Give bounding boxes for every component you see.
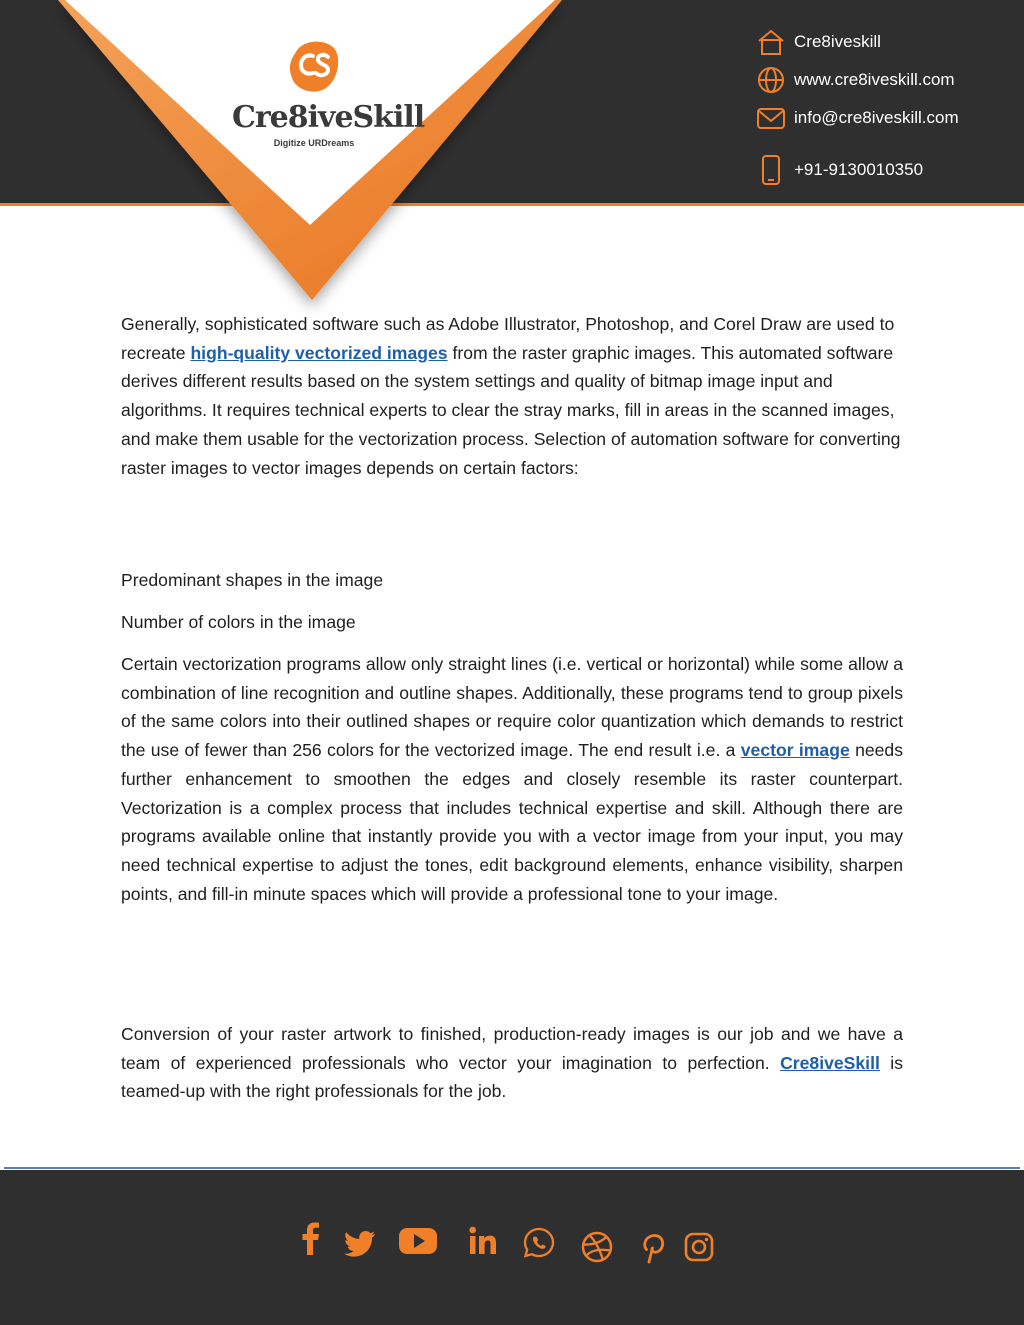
brand-logo-icon (288, 38, 340, 94)
dribbble-icon[interactable] (580, 1230, 614, 1264)
contact-website-link[interactable]: www.cre8iveskill.com (794, 70, 955, 89)
factor-item-colors: Number of colors in the image (121, 612, 356, 632)
twitter-icon[interactable] (344, 1226, 378, 1260)
brand-tagline: Digitize URDreams (273, 138, 355, 148)
closing-text-end: is teamed-up with the right professionals for the job. (121, 1052, 904, 1102)
cre8iveskill-link[interactable]: Cre8iveSkill (780, 1052, 880, 1073)
contact-website[interactable] (756, 64, 955, 96)
factor-item-shapes: Predominant shapes in the image (121, 570, 384, 590)
vectorization-text-end: needs further enhancement to smoothen the edges and closely resemble its raster counterpart. Vectorization is a complex process that includes technical expertise and skill. Although there are programs available online that instantly provide you with a vector image from your input, you may need technical expertise to adjust the tones, edit background elements, enhance visibility, sharpen points, and fill-in minute spaces which will provide a professional tone to your image. (121, 740, 904, 904)
mail-icon (756, 103, 786, 133)
pinterest-icon[interactable] (636, 1230, 670, 1264)
linkedin-icon[interactable] (466, 1224, 500, 1258)
intro-paragraph (121, 310, 903, 482)
intro-text-start: Generally, sophisticated software such as Adobe Illustrator, Photoshop, and Corel Draw are used to recreate (121, 314, 895, 363)
contact-email-link[interactable]: info@cre8iveskill.com (794, 108, 959, 127)
facebook-icon[interactable] (294, 1222, 328, 1256)
vectorization-text-start: Certain vectorization programs allow only straight lines (i.e. vertical or horizontal) while some allow a combination of line recognition and outline shapes. Additionally, these programs tend to group pixels of the same colors into their outlined shapes or require color quantization which demands to restrict the use of fewer than 256 colors for the vectorized image. The end result i.e. a (121, 654, 903, 761)
phone-icon (756, 155, 786, 185)
youtube-icon[interactable] (398, 1224, 438, 1258)
vectorization-paragraph (121, 650, 903, 908)
contact-phone-number[interactable]: +91-9130010350 (794, 160, 924, 179)
page-footer (0, 1170, 1024, 1325)
closing-text-start: Conversion of your raster artwork to finished, production-ready images is our job and we have a team of experienced professionals who vector your imagination to perfection. (121, 1024, 903, 1073)
closing-paragraph (121, 1020, 903, 1106)
home-icon (756, 27, 786, 57)
globe-icon (756, 65, 786, 95)
intro-text-end: from the raster graphic images. This automated software derives different results based on the system settings and quality of bitmap image input and algorithms. It requires technical experts to clear the stray marks, fill in areas in the scanned images, and make them usable for the vectorization process. Selection of automation software for converting raster images to vector images depends on certain factors: (121, 342, 901, 478)
brand-wordmark: Cre8iveSkill (232, 100, 425, 135)
contact-company-text: Cre8iveskill (794, 32, 881, 51)
whatsapp-icon[interactable] (522, 1226, 556, 1260)
high-quality-vectorized-images-link[interactable]: high-quality vectorized images (190, 342, 448, 363)
contact-company (756, 26, 881, 58)
footer-divider (4, 1167, 1020, 1169)
vector-image-link[interactable]: vector image (740, 740, 850, 761)
contact-phone[interactable] (756, 154, 923, 186)
instagram-icon[interactable] (682, 1230, 716, 1264)
contact-email[interactable] (756, 102, 959, 134)
